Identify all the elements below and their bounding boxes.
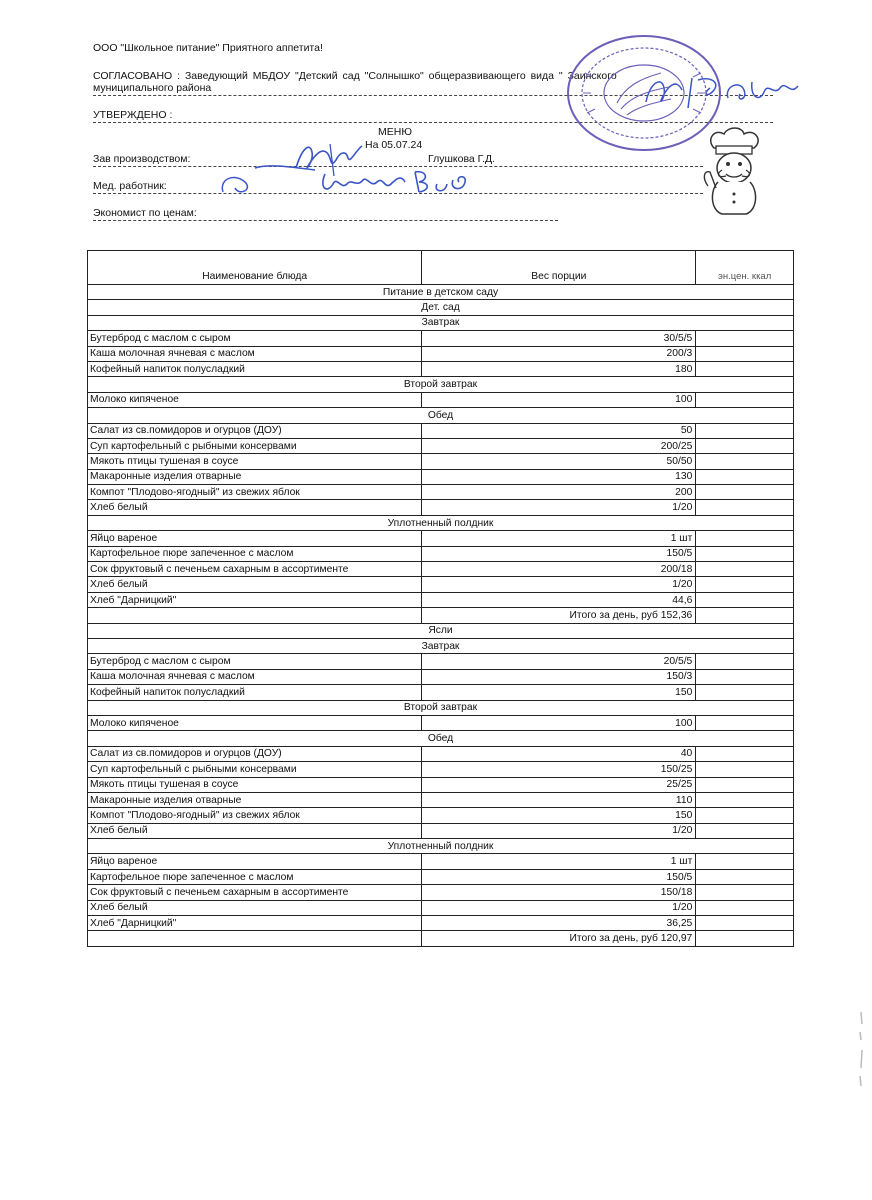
table-row — [88, 500, 794, 515]
dish-weight: 200 — [422, 485, 696, 500]
section-row — [88, 285, 794, 300]
total-empty-cell — [88, 931, 422, 946]
dish-weight: 50/50 — [422, 454, 696, 469]
table-row — [88, 654, 794, 669]
dish-name: Мякоть птицы тушеная в соусе — [88, 777, 422, 792]
dish-name: Компот "Плодово-ягодный" из свежих яблок — [88, 485, 422, 500]
dish-energy — [696, 500, 794, 515]
dish-weight: 50 — [422, 423, 696, 438]
total-row — [88, 931, 794, 946]
dish-weight: 1/20 — [422, 823, 696, 838]
dish-energy — [696, 869, 794, 884]
dish-weight: 20/5/5 — [422, 654, 696, 669]
day-total: Итого за день, руб 120,97 — [422, 931, 696, 946]
dish-weight: 1 шт — [422, 854, 696, 869]
total-empty-cell — [88, 608, 422, 623]
dish-name: Хлеб "Дарницкий" — [88, 916, 422, 931]
dish-energy — [696, 685, 794, 700]
meal-title: Завтрак — [88, 638, 794, 653]
dish-name: Макаронные изделия отварные — [88, 792, 422, 807]
meal-row — [88, 315, 794, 330]
dish-weight: 30/5/5 — [422, 331, 696, 346]
table-row — [88, 331, 794, 346]
table-row — [88, 869, 794, 884]
medic-label: Мед. работник: — [93, 180, 167, 192]
meal-title: Второй завтрак — [88, 700, 794, 715]
dish-energy — [696, 746, 794, 761]
table-row — [88, 469, 794, 484]
dish-name: Молоко кипяченое — [88, 715, 422, 730]
table-row — [88, 423, 794, 438]
chef-mascot-icon — [700, 126, 768, 218]
dish-energy — [696, 592, 794, 607]
dish-name: Картофельное пюре запеченное с маслом — [88, 869, 422, 884]
table-row — [88, 361, 794, 376]
dish-name: Молоко кипяченое — [88, 392, 422, 407]
table-row — [88, 669, 794, 684]
group-row — [88, 300, 794, 315]
dish-energy — [696, 531, 794, 546]
meal-row — [88, 408, 794, 423]
dish-weight: 110 — [422, 792, 696, 807]
dish-energy — [696, 762, 794, 777]
meal-title: Второй завтрак — [88, 377, 794, 392]
dish-name: Каша молочная ячневая с маслом — [88, 346, 422, 361]
group-title: Дет. сад — [88, 300, 794, 315]
meal-title: Завтрак — [88, 315, 794, 330]
group-title: Ясли — [88, 623, 794, 638]
medic-signature-icon — [215, 160, 485, 204]
dish-energy — [696, 669, 794, 684]
dish-energy — [696, 654, 794, 669]
dish-weight: 36,25 — [422, 916, 696, 931]
total-energy-cell — [696, 931, 794, 946]
dish-name: Хлеб "Дарницкий" — [88, 592, 422, 607]
dish-energy — [696, 777, 794, 792]
economist-label: Экономист по ценам: — [93, 207, 197, 219]
table-row — [88, 562, 794, 577]
dish-name: Картофельное пюре запеченное с маслом — [88, 546, 422, 561]
group-row — [88, 623, 794, 638]
dish-weight: 180 — [422, 361, 696, 376]
table-header-row — [88, 251, 794, 285]
dish-weight: 150 — [422, 808, 696, 823]
section-main-title: Питание в детском саду — [88, 285, 794, 300]
dish-energy — [696, 438, 794, 453]
scan-specks-icon — [856, 1010, 866, 1090]
table-row — [88, 916, 794, 931]
dish-weight: 150/18 — [422, 885, 696, 900]
dish-energy — [696, 454, 794, 469]
dish-energy — [696, 900, 794, 915]
table-row — [88, 777, 794, 792]
company-line: ООО "Школьное питание" Приятного аппетита! — [93, 42, 323, 54]
meal-row — [88, 731, 794, 746]
dish-weight: 1/20 — [422, 500, 696, 515]
dish-weight: 1/20 — [422, 577, 696, 592]
table-row — [88, 854, 794, 869]
meal-row — [88, 377, 794, 392]
meal-title: Обед — [88, 408, 794, 423]
dish-name: Яйцо вареное — [88, 531, 422, 546]
dish-energy — [696, 392, 794, 407]
dish-energy — [696, 715, 794, 730]
meal-row — [88, 839, 794, 854]
dish-name: Хлеб белый — [88, 577, 422, 592]
dish-weight: 1 шт — [422, 531, 696, 546]
table-row — [88, 485, 794, 500]
dish-weight: 40 — [422, 746, 696, 761]
dish-weight: 130 — [422, 469, 696, 484]
dish-weight: 25/25 — [422, 777, 696, 792]
dish-weight: 150 — [422, 685, 696, 700]
dish-energy — [696, 808, 794, 823]
table-row — [88, 592, 794, 607]
dish-weight: 150/5 — [422, 546, 696, 561]
column-header-energy: эн.цен. ккал — [696, 251, 794, 285]
dish-name: Хлеб белый — [88, 500, 422, 515]
table-row — [88, 346, 794, 361]
dish-weight: 150/5 — [422, 869, 696, 884]
table-row — [88, 900, 794, 915]
menu-date: На 05.07.24 — [365, 139, 423, 151]
dish-energy — [696, 346, 794, 361]
table-row — [88, 885, 794, 900]
dish-name: Хлеб белый — [88, 900, 422, 915]
dish-name: Компот "Плодово-ягодный" из свежих яблок — [88, 808, 422, 823]
dish-name: Кофейный напиток полусладкий — [88, 685, 422, 700]
dish-name: Макаронные изделия отварные — [88, 469, 422, 484]
table-row — [88, 762, 794, 777]
table-row — [88, 823, 794, 838]
meal-title: Уплотненный полдник — [88, 839, 794, 854]
dish-name: Яйцо вареное — [88, 854, 422, 869]
table-row — [88, 531, 794, 546]
dish-energy — [696, 469, 794, 484]
dish-energy — [696, 485, 794, 500]
meal-title: Уплотненный полдник — [88, 515, 794, 530]
dish-name: Салат из св.помидоров и огурцов (ДОУ) — [88, 746, 422, 761]
meal-row — [88, 515, 794, 530]
agreed-line-1: СОГЛАСОВАНО : Заведующий МБДОУ "Детский сад "Солнышко" общеразвивающего вида " Заинского — [93, 70, 617, 82]
dish-energy — [696, 423, 794, 438]
table-row — [88, 392, 794, 407]
meal-row — [88, 700, 794, 715]
dish-name: Кофейный напиток полусладкий — [88, 361, 422, 376]
dish-energy — [696, 361, 794, 376]
dish-energy — [696, 331, 794, 346]
dish-weight: 100 — [422, 392, 696, 407]
table-row — [88, 577, 794, 592]
dish-energy — [696, 562, 794, 577]
column-header-dish: Наименование блюда — [88, 251, 422, 285]
approved-label: УТВЕРЖДЕНО : — [93, 109, 173, 121]
dish-weight: 200/18 — [422, 562, 696, 577]
economist-dotted-line — [93, 220, 558, 221]
total-row — [88, 608, 794, 623]
day-total: Итого за день, руб 152,36 — [422, 608, 696, 623]
dish-weight: 150/25 — [422, 762, 696, 777]
production-head-name: Глушкова Г.Д. — [428, 153, 496, 165]
dish-energy — [696, 792, 794, 807]
dish-name: Бутерброд с маслом с сыром — [88, 654, 422, 669]
table-row — [88, 454, 794, 469]
production-head-label: Зав производством: — [93, 153, 191, 165]
dish-energy — [696, 546, 794, 561]
table-row — [88, 438, 794, 453]
dish-name: Сок фруктовый с печеньем сахарным в ассортименте — [88, 885, 422, 900]
table-row — [88, 546, 794, 561]
dish-energy — [696, 823, 794, 838]
dish-weight: 200/3 — [422, 346, 696, 361]
dish-weight: 200/25 — [422, 438, 696, 453]
meal-row — [88, 638, 794, 653]
dish-name: Салат из св.помидоров и огурцов (ДОУ) — [88, 423, 422, 438]
dish-name: Суп картофельный с рыбными консервами — [88, 438, 422, 453]
dish-name: Сок фруктовый с печеньем сахарным в ассортименте — [88, 562, 422, 577]
dish-weight: 1/20 — [422, 900, 696, 915]
dish-weight: 44,6 — [422, 592, 696, 607]
meal-title: Обед — [88, 731, 794, 746]
dish-energy — [696, 885, 794, 900]
dish-energy — [696, 854, 794, 869]
menu-table — [87, 250, 794, 947]
dish-name: Суп картофельный с рыбными консервами — [88, 762, 422, 777]
dish-name: Каша молочная ячневая с маслом — [88, 669, 422, 684]
dish-weight: 100 — [422, 715, 696, 730]
dish-name: Хлеб белый — [88, 823, 422, 838]
dish-energy — [696, 577, 794, 592]
agreed-line-2: муниципального района — [93, 82, 212, 94]
column-header-weight: Вес порции — [422, 251, 696, 285]
table-row — [88, 746, 794, 761]
dish-name: Мякоть птицы тушеная в соусе — [88, 454, 422, 469]
table-row — [88, 808, 794, 823]
dish-weight: 150/3 — [422, 669, 696, 684]
table-row — [88, 792, 794, 807]
dish-name: Бутерброд с маслом с сыром — [88, 331, 422, 346]
table-row — [88, 715, 794, 730]
total-energy-cell — [696, 608, 794, 623]
table-row — [88, 685, 794, 700]
dish-energy — [696, 916, 794, 931]
menu-title: МЕНЮ — [378, 126, 412, 138]
